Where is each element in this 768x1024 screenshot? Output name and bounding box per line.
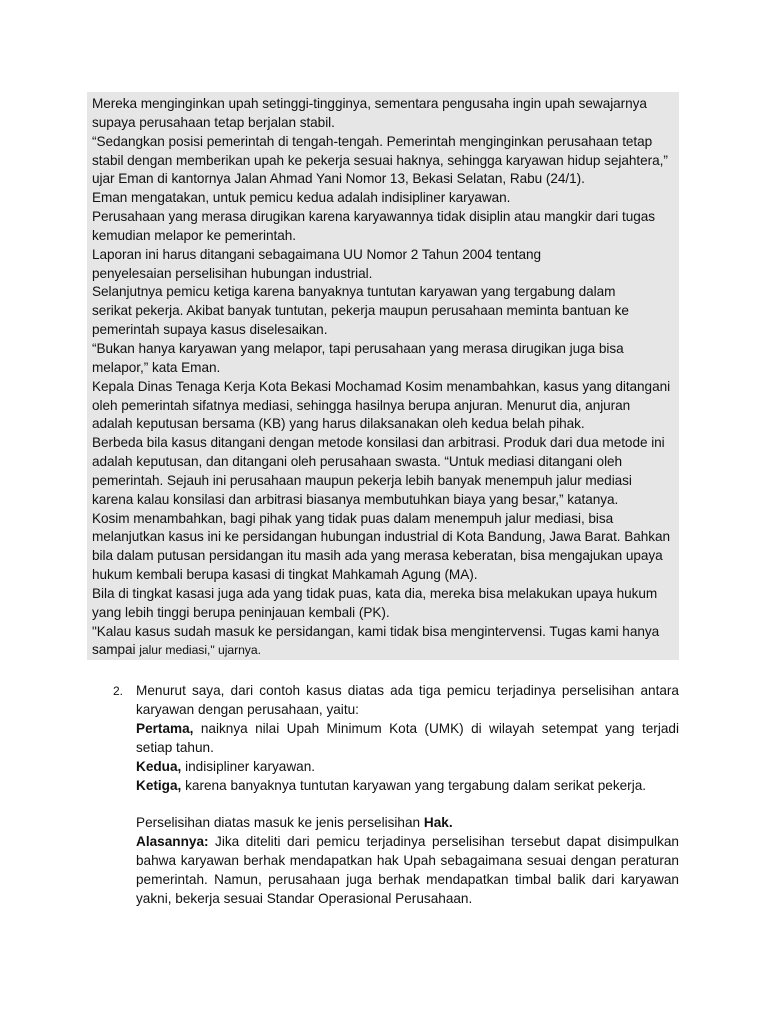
trigger-text: naiknya nilai Upah Minimum Kota (UMK) di wilayah setempat yang terjadi setiap tahun.	[136, 720, 679, 755]
quote-line: penyelesaian perselisihan hubungan industrial.	[92, 265, 373, 281]
quote-line: bila dalam putusan persidangan itu masih ada yang merasa keberatan, bisa mengajukan upaya	[92, 548, 663, 564]
dispute-type-value: Hak.	[423, 815, 453, 831]
trigger-label: Kedua,	[136, 758, 182, 774]
quote-line: oleh pemerintah sifatnya mediasi, sehingga hasilnya berupa anjuran. Menurut dia, anjuran	[92, 397, 631, 413]
trigger-text: karena banyaknya tuntutan karyawan yang tergabung dalam serikat pekerja.	[181, 777, 647, 793]
quote-line: ujar Eman di kantornya Jalan Ahmad Yani Nomor 13, Bekasi Selatan, Rabu (24/1).	[92, 171, 585, 187]
quote-line: hukum kembali berupa kasasi di tingkat Mahkamah Agung (MA).	[92, 567, 478, 583]
trigger-item-first	[136, 720, 679, 758]
quote-line: Bila di tingkat kasasi juga ada yang tidak puas, kata dia, mereka bisa melakukan upaya hukum	[92, 585, 658, 601]
quote-line: Kosim menambahkan, bagi pihak yang tidak puas dalam menempuh jalur mediasi, bisa	[92, 510, 614, 526]
quote-line: karena kalau konsilasi dan arbitrasi biasanya membutuhkan biaya yang besar,” katanya.	[92, 491, 619, 507]
quote-last-line	[92, 641, 678, 660]
quote-line: yang lebih tinggi berupa peninjauan kembali (PK).	[92, 604, 390, 620]
reason-label: Alasannya:	[136, 834, 209, 850]
quote-line: Kepala Dinas Tenaga Kerja Kota Bekasi Mochamad Kosim menambahkan, kasus yang ditangani	[92, 378, 671, 394]
reason-paragraph	[136, 833, 679, 909]
trigger-text: indisipliner karyawan.	[181, 758, 316, 774]
paragraph-gap	[136, 795, 679, 814]
reason-text: Jika diteliti dari pemicu terjadinya perselisihan tersebut dapat disimpulkan bahwa karyawan berhak mendapatkan hak Upah sebagaimana sesuai dengan peraturan pemerintah. Namun, perusahaan juga berhak mendapatkan timbal balik dari karyawan yakni, bekerja sesuai Standar Operasional Perusahaan.	[136, 834, 679, 906]
quote-line: Perusahaan yang merasa dirugikan karena karyawannya tidak disiplin atau mangkir dari tugas	[92, 209, 655, 225]
quote-line: adalah keputusan, dan ditangani oleh perusahaan swasta. “Untuk mediasi ditangani oleh	[92, 454, 623, 470]
dispute-type	[136, 814, 679, 833]
quote-line: serikat pekerja. Akibat banyak tuntutan, pekerja maupun perusahaan meminta bantuan ke	[92, 303, 629, 319]
quote-line: supaya perusahaan tetap berjalan stabil.	[92, 114, 335, 130]
quote-line: Selanjutnya pemicu ketiga karena banyaknya tuntutan karyawan yang tergabung dalam	[92, 284, 616, 300]
quote-last-line-start: sampai	[92, 642, 140, 658]
dispute-type-prefix: Perselisihan diatas masuk ke jenis perselisihan	[136, 815, 424, 831]
answer-body	[136, 682, 679, 909]
list-number: 2.	[113, 684, 124, 698]
quote-line: pemerintah supaya kasus diselesaikan.	[92, 322, 328, 338]
trigger-label: Pertama,	[136, 720, 194, 736]
quoted-article-text	[92, 95, 678, 660]
quote-line: "Kalau kasus sudah masuk ke persidangan, kami tidak bisa mengintervensi. Tugas kami hanya	[92, 623, 660, 639]
answer-intro: Menurut saya, dari contoh kasus diatas ada tiga pemicu terjadinya perselisihan antara karyawan dengan perusahaan, yaitu:	[136, 683, 679, 717]
quote-line: Eman mengatakan, untuk pemicu kedua adalah indisipliner karyawan.	[92, 190, 511, 206]
quote-line: melapor,” kata Eman.	[92, 359, 221, 375]
quote-line: kemudian melapor ke pemerintah.	[92, 227, 296, 243]
quote-line: pemerintah. Sejauh ini perusahaan maupun pekerja lebih banyak menempuh jalur mediasi	[92, 472, 632, 488]
trigger-item-third	[136, 777, 679, 796]
quote-line: Mereka menginginkan upah setinggi-tingginya, sementara pengusaha ingin upah sewajarnya	[92, 96, 647, 111]
quote-line: Laporan ini harus ditangani sebagaimana UU Nomor 2 Tahun 2004 tentang	[92, 246, 541, 262]
quote-line: stabil dengan memberikan upah ke pekerja sesuai haknya, sehingga karyawan hidup sejahtera,”	[92, 152, 668, 168]
trigger-label: Ketiga,	[136, 777, 182, 793]
quote-line: “Bukan hanya karyawan yang melapor, tapi perusahaan yang merasa dirugikan juga bisa	[92, 340, 624, 356]
quote-line: Berbeda bila kasus ditangani dengan metode konsilasi dan arbitrasi. Produk dari dua metode ini	[92, 435, 665, 451]
quote-line: melanjutkan kasus ini ke persidangan hubungan industrial di Kota Bandung, Jawa Barat. Bahkan	[92, 529, 671, 545]
trigger-item-second	[136, 758, 679, 777]
quote-last-line-end: jalur mediasi," ujarnya.	[139, 643, 261, 658]
quote-line: adalah keputusan bersama (KB) yang harus dilaksanakan oleh kedua belah pihak.	[92, 416, 585, 432]
quote-line: “Sedangkan posisi pemerintah di tengah-tengah. Pemerintah menginginkan perusahaan tetap	[92, 133, 653, 149]
